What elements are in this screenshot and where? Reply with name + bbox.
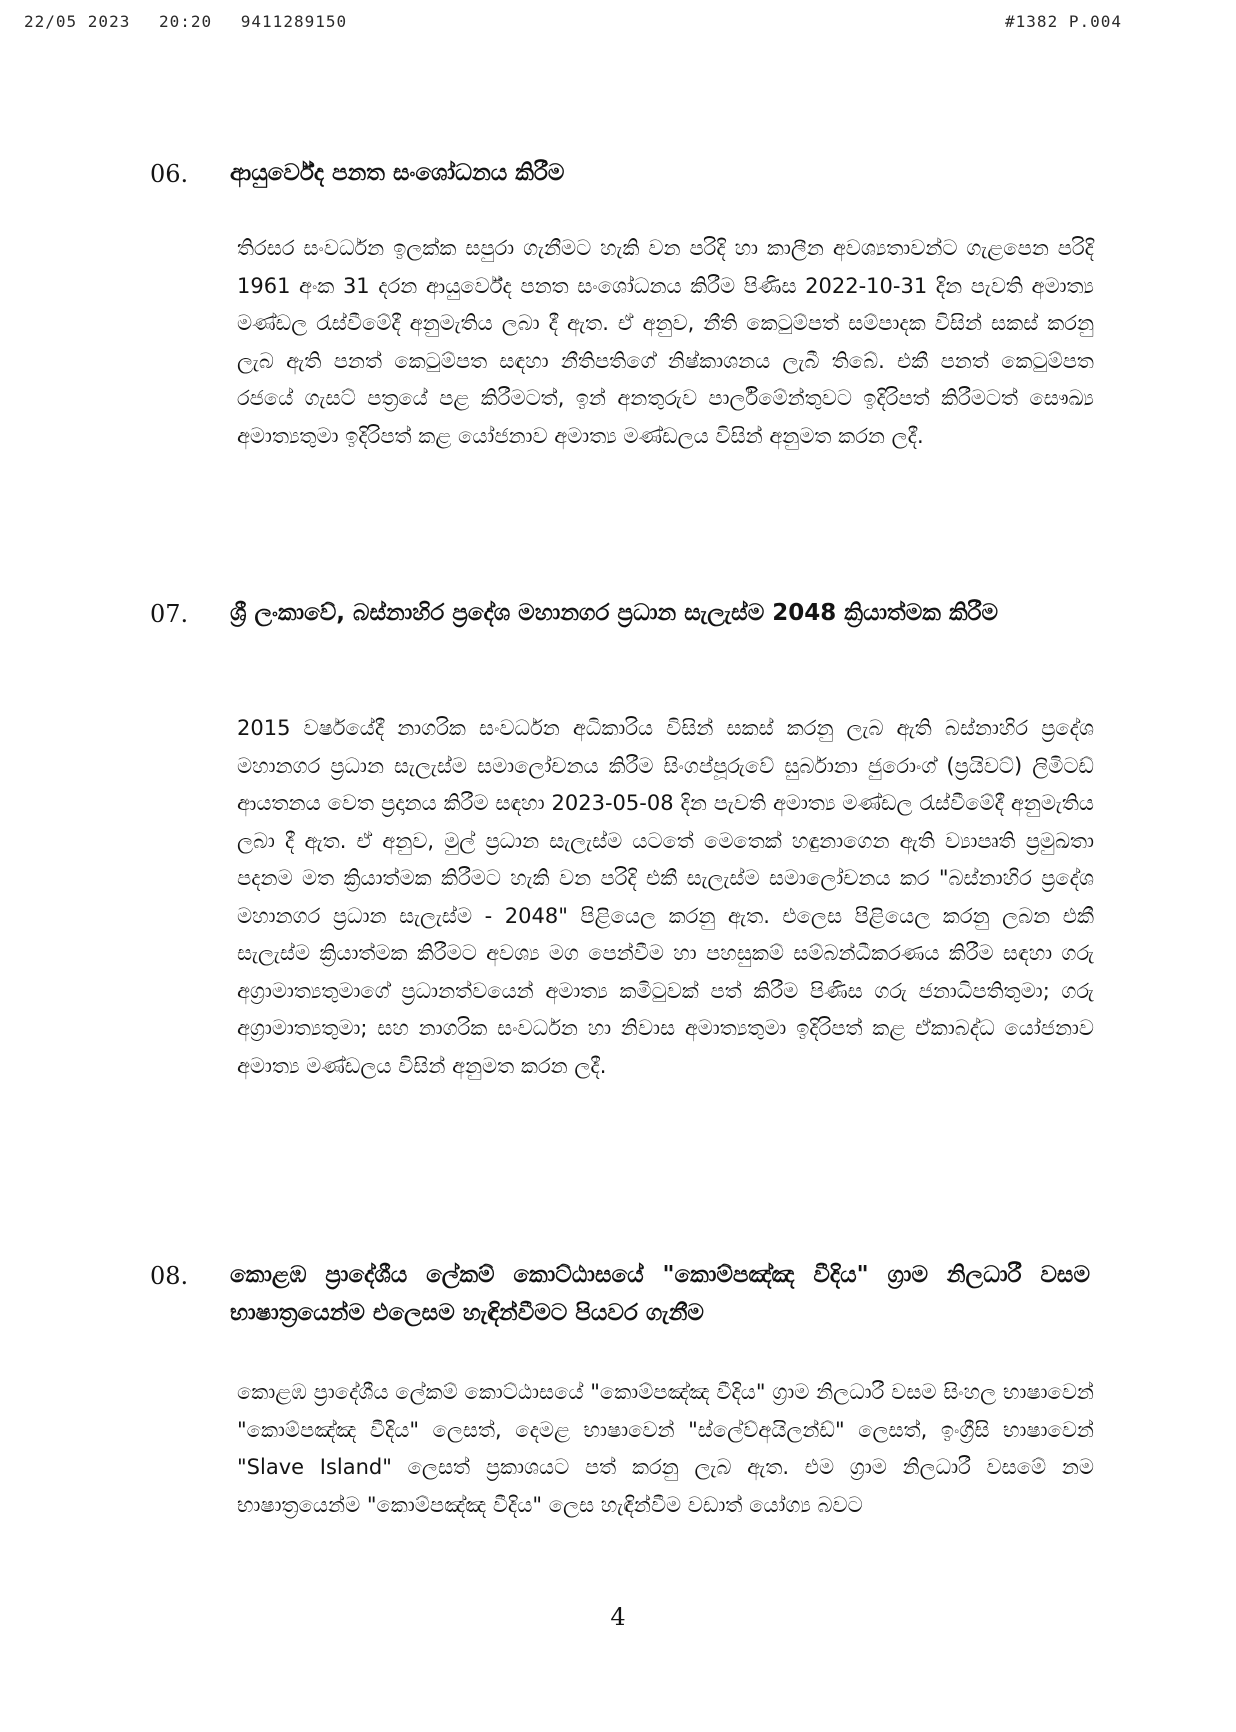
fax-page-ref: #1382 P.004 <box>1005 12 1122 31</box>
fax-date: 22/05 2023 <box>24 12 131 31</box>
item-body: තිරසර සංවර්ධන ඉලක්ක සපුරා ගැනීමට හැකි වන පරිදි හා කාලීන අවශ්‍යතාවන්ට ගැළපෙන පරිදි 1961 අංක 31 දරන ආයුර්වේද පනත සංශෝධනය කිරීම පිණිස 2022-10-31 දින පැවති අමාත්‍ය මණ්ඩල රැස්වීමේදී අනුමැතිය ලබා දී ඇත. ඒ අනුව, නීති කෙටුම්පත් සම්පාදක විසින් සකස් කරනු ලැබ ඇති පනත් කෙටුම්පත සඳහා නීතිපතිගේ නිෂ්කාශනය ලැබී තිබේ. එකී පනත් කෙටුම්පත රජයේ ගැසට් පත්‍රයේ පළ කිරීමටත්, ඉන් අනතුරුව පාර්ලිමේන්තුවට ඉදිරිපත් කිරීමටත් සෞඛ්‍ය අමාත්‍යතුමා ඉදිරිපත් කළ යෝජනාව අමාත්‍ය මණ්ඩලය විසින් අනුමත කරන ලදී. <box>237 236 1094 448</box>
item-number: 06. <box>150 160 189 188</box>
item-body: 2015 වර්ෂයේදී නාගරික සංවර්ධන අධිකාරිය විසින් සකස් කරනු ලැබ ඇති බස්නාහිර ප්‍රදේශ මහානගර ප්‍රධාන සැලැස්ම සමාලෝචනය කිරීම සිංගප්පූරුවේ සුර්බානා ජුරොංග් (ප්‍රයිවට්) ලිමිටඩ් ආයතනය වෙත ප්‍රදානය කිරීම සඳහා 2023-05-08 දින පැවති අමාත්‍ය මණ්ඩල රැස්වීමේදී අනුමැතිය ලබා දී ඇත. ඒ අනුව, මුල් ප්‍රධාන සැලැස්ම යටතේ මෙතෙක් හඳුනාගෙන ඇති ව්‍යාපෘති ප්‍රමුඛතා පදනම මත ක්‍රියාත්මක කිරීමට හැකි වන පරිදි එකී සැලැස්ම සමාලෝචනය කර "බස්නාහිර ප්‍රදේශ මහානගර ප්‍රධාන සැලැස්ම - 2048" පිළියෙල කරනු ඇත. එලෙස පිළියෙල කරනු ලබන එකී සැලැස්ම ක්‍රියාත්මක කිරීමට අවශ්‍ය මග පෙන්වීම හා පහසුකම් සම්බන්ධීකරණය කිරීම සඳහා ගරු අග්‍රාමාත්‍යතුමාගේ ප්‍රධානත්වයෙන් අමාත්‍ය කමිටුවක් පත් කිරීම පිණිස ගරු ජනාධිපතිතුමා; ගරු අග්‍රාමාත්‍යතුමා; සහ නාගරික සංවර්ධන හා නිවාස අමාත්‍යතුමා ඉදිරිපත් කළ ඒකාබද්ධ යෝජනාව අමාත්‍ය මණ්ඩලය විසින් අනුමත කරන ලදී. <box>237 716 1094 1078</box>
fax-time: 20:20 <box>158 12 213 31</box>
item-body: කොළඹ ප්‍රාදේශීය ලේකම් කොට්ඨාසයේ "කොම්පඤ්ඤ වීදිය" ග්‍රාම නිලධාරී වසම සිංහල භාෂාවෙන් "කොම්පඤ්ඤ වීදිය" ලෙසත්, දෙමළ භාෂාවෙන් "ස්ලේව්අයිලන්ඩ්" ලෙසත්, ඉංග්‍රීසි භාෂාවෙන් "Slave Island" ලෙසත් ප්‍රකාශයට පත් කරනු ලැබ ඇත. එම ග්‍රාම නිලධාරී වසමේ නම භාෂාත්‍රයෙන්ම "කොම්පඤ්ඤ වීදිය" ලෙස හැඳින්වීම වඩාත් යෝග්‍ය බවට <box>237 1380 1094 1517</box>
item-title: කොළඹ ප්‍රාදේශීය ලේකම් කොට්ඨාසයේ "කොම්පඤ්ඤ වීදිය" ග්‍රාම නිලධාරී වසම භාෂාත්‍රයෙන්ම එලෙසම හැඳින්වීමට පියවර ගැනීම <box>230 1262 1090 1326</box>
item-title: ශ්‍රී ලංකාවේ, බස්නාහිර ප්‍රදේශ මහානගර ප්‍රධාන සැලැස්ම 2048 ක්‍රියාත්මක කිරීම <box>230 600 999 626</box>
fax-transmission-info <box>24 12 365 31</box>
page-number: 4 <box>610 1603 626 1631</box>
item-number: 07. <box>150 600 189 628</box>
fax-phone: 9411289150 <box>240 12 348 31</box>
item-title: ආයුර්වේද පනත සංශෝධනය කිරීම <box>230 160 565 186</box>
fax-header <box>24 12 1212 36</box>
item-number: 08. <box>150 1262 189 1290</box>
